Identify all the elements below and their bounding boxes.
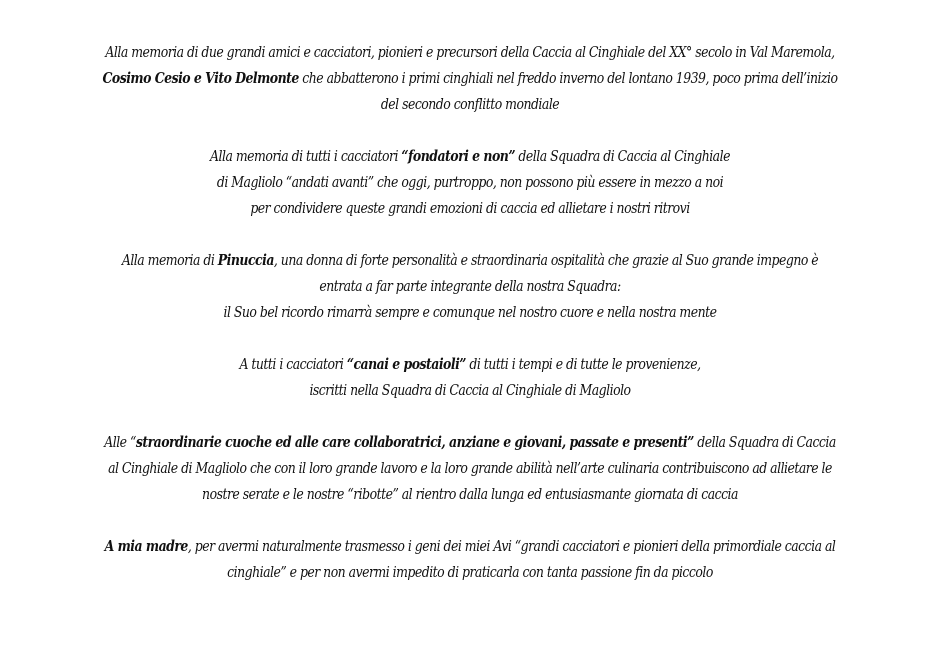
paragraph-line: il Suo bel ricordo rimarrà sempre e comunque nel nostro cuore e nella nostra mente: [223, 305, 717, 321]
dedication-paragraph-founders: [100, 40, 840, 118]
dedication-paragraph-pinuccia: [100, 248, 840, 326]
paragraph-text: , per avermi naturalmente trasmesso i geni dei miei Avi “grandi cacciatori e pionieri della primordiale caccia al cinghiale” e per non avermi impedito di praticarla con tanta passione fin da piccolo: [187, 539, 836, 581]
paragraph-intro-text: Alla memoria di due grandi amici e cacciatori, pionieri e precursori della Caccia al Cinghiale del XX° secolo in Val Maremola,: [105, 45, 835, 61]
paragraph-text: che abbatterono i primi cinghiali nel freddo inverno del lontano 1939, poco prima dell’inizio del secondo conflitto mondiale: [298, 71, 838, 113]
paragraph-line: [100, 352, 840, 378]
emphasis-text: straordinarie cuoche ed alle care collaboratrici, anziane e giovani, passate e presenti”: [135, 434, 694, 451]
dedication-paragraph-mother: [100, 534, 840, 586]
emphasis-text: “fondatori e non”: [401, 148, 515, 165]
paragraph-text: di tutti i tempi e di tutte le provenienze,: [465, 357, 701, 373]
dedication-paragraph-cooks: [100, 430, 840, 508]
emphasis-text: “canai e postaioli”: [346, 356, 466, 373]
paragraph-text: Alla memoria di: [121, 253, 218, 269]
paragraph-text: Alla memoria di tutti i cacciatori: [210, 149, 402, 165]
paragraph-line: [122, 253, 818, 295]
paragraph-text: , una donna di forte personalità e straordinaria ospitalità che grazie al Suo grande impegno è entrata a far parte integrante della nostra Squadra:: [273, 253, 819, 295]
paragraph-text: della Squadra di Caccia al Cinghiale di Magliolo che con il loro grande lavoro e la loro grande abilità nell’arte culinaria contribuiscono ad allietare le nostre serate e le nostre “ribotte” al rientro dalla lunga ed entusiasmante giornata di caccia: [108, 435, 836, 503]
dedication-paragraph-hunters: [100, 352, 840, 404]
paragraph-line: iscritti nella Squadra di Caccia al Cinghiale di Magliolo: [309, 383, 631, 399]
paragraph-text: Alle “: [104, 435, 136, 451]
honoree-names: Cosimo Cesio e Vito Delmonte: [102, 70, 299, 87]
dedication-paragraph-departed-hunters: [100, 144, 840, 222]
emphasis-text: A mia madre: [104, 538, 188, 555]
paragraph-text: della Squadra di Caccia al Cinghiale: [514, 149, 730, 165]
paragraph-text: A tutti i cacciatori: [239, 357, 347, 373]
honoree-name: Pinuccia: [217, 252, 274, 269]
paragraph-line: di Magliolo “andati avanti” che oggi, purtroppo, non possono più essere in mezzo a noi: [216, 175, 724, 191]
paragraph-line: [100, 144, 840, 170]
dedication-page: [100, 40, 840, 612]
paragraph-line: per condividere queste grandi emozioni di caccia ed allietare i nostri ritrovi: [250, 201, 690, 217]
